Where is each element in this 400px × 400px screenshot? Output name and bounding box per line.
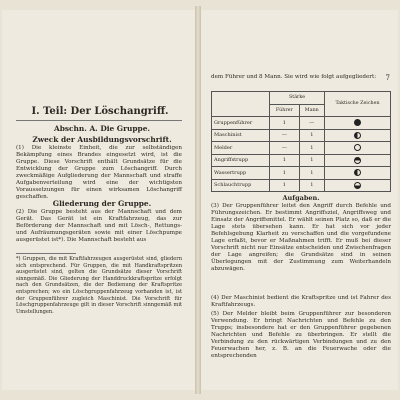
- table-intro: dem Führer und 8 Mann. Sie wird wie folgt aufgegliedert:: [211, 74, 377, 80]
- leader-count: —: [270, 142, 299, 155]
- leader-count: 1: [270, 117, 299, 130]
- crew-role: Gruppenführer: [212, 117, 270, 130]
- tactical-symbol-icon: [354, 182, 361, 189]
- man-count: 1: [299, 167, 324, 180]
- title-rule: [16, 120, 182, 121]
- crew-table: [211, 91, 391, 192]
- leader-header: Führer: [270, 104, 299, 117]
- footnote-rule: [16, 253, 76, 254]
- table-corner: [212, 92, 270, 117]
- crew-role: Wassertrupp: [212, 167, 270, 180]
- crew-role: Schlauchtrupp: [212, 179, 270, 192]
- crew-table-row: [212, 117, 391, 130]
- tasks-heading: Aufgaben.: [282, 194, 320, 202]
- crew-table-row: [212, 154, 391, 167]
- strength-header: Stärke: [270, 92, 325, 105]
- paragraph-3: (3) Der Gruppenführer leitet den Angriff durch Befehle und Führungszeichen. Er bestimmt Angriffsziel, Angriffsweg und Einsatz der Angriffsmittel. Er wählt seinen Platz so, daß er die Lage stets übersehen kann. Er hat sich vor jeder Befehlsgebung Klarheit zu verschaffen und die vorgefundene Lage erfaßt, bevor er Maßnahmen trifft. Er muß bei dieser Vorschrift nicht nur Einsätze entscheiden und Zwischenfragen der Lage angreifen; die Grundsätze sind in seinen Überlegungen mit der Zustimmung zum Weiterhandeln abzuwägen.: [211, 203, 391, 273]
- man-count: 1: [299, 129, 324, 142]
- paragraph-4: (4) Der Maschinist bedient die Kraftspritze und ist Fahrer des Kraftfahrzeugs.: [211, 295, 391, 309]
- leader-count: 1: [270, 167, 299, 180]
- man-count: 1: [299, 179, 324, 192]
- crew-table-row: [212, 167, 391, 180]
- man-count: 1: [299, 154, 324, 167]
- man-count: —: [299, 117, 324, 130]
- tactical-symbol-cell: [325, 129, 391, 142]
- tactical-symbol-cell: [325, 179, 391, 192]
- left-page: [2, 10, 195, 390]
- leader-count: 1: [270, 179, 299, 192]
- subsection-heading-structure: Gliederung der Gruppe.: [52, 199, 152, 208]
- symbol-header: Taktische Zeichen: [325, 92, 391, 117]
- tactical-symbol-icon: [354, 157, 361, 164]
- tactical-symbol-cell: [325, 167, 391, 180]
- man-count: 1: [299, 142, 324, 155]
- man-header: Mann: [299, 104, 324, 117]
- crew-role: Maschinist: [212, 129, 270, 142]
- tactical-symbol-icon: [354, 119, 361, 126]
- tactical-symbol-cell: [325, 142, 391, 155]
- paragraph-1: (1) Die kleinste Einheit, die zur selbständigen Bekämpfung eines Brandes eingesetzt wird, ist die Gruppe. Diese Vorschrift enthält Grundsätze für die Entwicklung der Gruppe zum Löschangriff. Durch zweckmäßige Aufgliederung der Mannschaft und straffe Aufgabenverteilung wird eine der wichtigsten Voraussetzungen für einen wirksamen Löschangriff geschaffen.: [16, 145, 182, 201]
- section-heading: Abschn. A. Die Gruppe.: [53, 124, 151, 133]
- tactical-symbol-cell: [325, 117, 391, 130]
- leader-count: —: [270, 129, 299, 142]
- subsection-heading-purpose: Zweck der Ausbildungsvorschrift.: [32, 135, 172, 144]
- tactical-symbol-icon: [354, 169, 361, 176]
- crew-table-row: [212, 129, 391, 142]
- right-page: [201, 10, 398, 390]
- leader-count: 1: [270, 154, 299, 167]
- crew-role: Melder: [212, 142, 270, 155]
- page-number: 7: [385, 74, 390, 82]
- crew-role: Angriffstrupp: [212, 154, 270, 167]
- footnote: *) Gruppen, die mit Kraftfahrzeugen ausgerüstet sind, gliedern sich entsprechend. Für Gruppen, die mit Handkraftspritzen ausgerüstet sind, gelten die Grundsätze dieser Vorschrift sinngemäß. Die Gliederung der Handdruckkraftspritze erfolgt nach den Grundsätzen, die der Bedienung der Kraftspritze entsprechen; wo ein Löschgruppenfahrzeug vorhanden ist, ist der Gruppenführer zugleich Maschinist. Die Vorschrift für Löschgruppenfahrzeuge gilt in dieser Vorschrift sinngemäß mit Umstellungen.: [16, 256, 182, 315]
- tactical-symbol-icon: [354, 132, 361, 139]
- part-title: I. Teil: Der Löschangriff.: [31, 106, 169, 117]
- paragraph-5: (5) Der Melder bleibt beim Gruppenführer zur besonderen Verwendung. Er bringt Nachrichten und Befehle zu den Trupps; insbesondere hat er den Gruppenführer gegebenen Nachrichten und Befehle zu überbringen. Er stellt die Verbindung zu den rückwärtigen Verbindungen und zu den Feuerwachen her, z. B. an die Feuerwache oder die entsprechenden: [211, 311, 391, 360]
- crew-table-row: [212, 142, 391, 155]
- crew-table-row: [212, 179, 391, 192]
- paragraph-2: (2) Die Gruppe besteht aus der Mannschaft und dem Gerät. Das Gerät ist ein Kraftfahrzeug, das zur Beförderung der Mannschaft und mit Lösch-, Rettungs- und Aufräumungsgeräten sowie mit einer Löschpumpe ausgerüstet ist*). Die Mannschaft besteht aus: [16, 209, 182, 244]
- tactical-symbol-icon: [354, 144, 361, 151]
- tactical-symbol-cell: [325, 154, 391, 167]
